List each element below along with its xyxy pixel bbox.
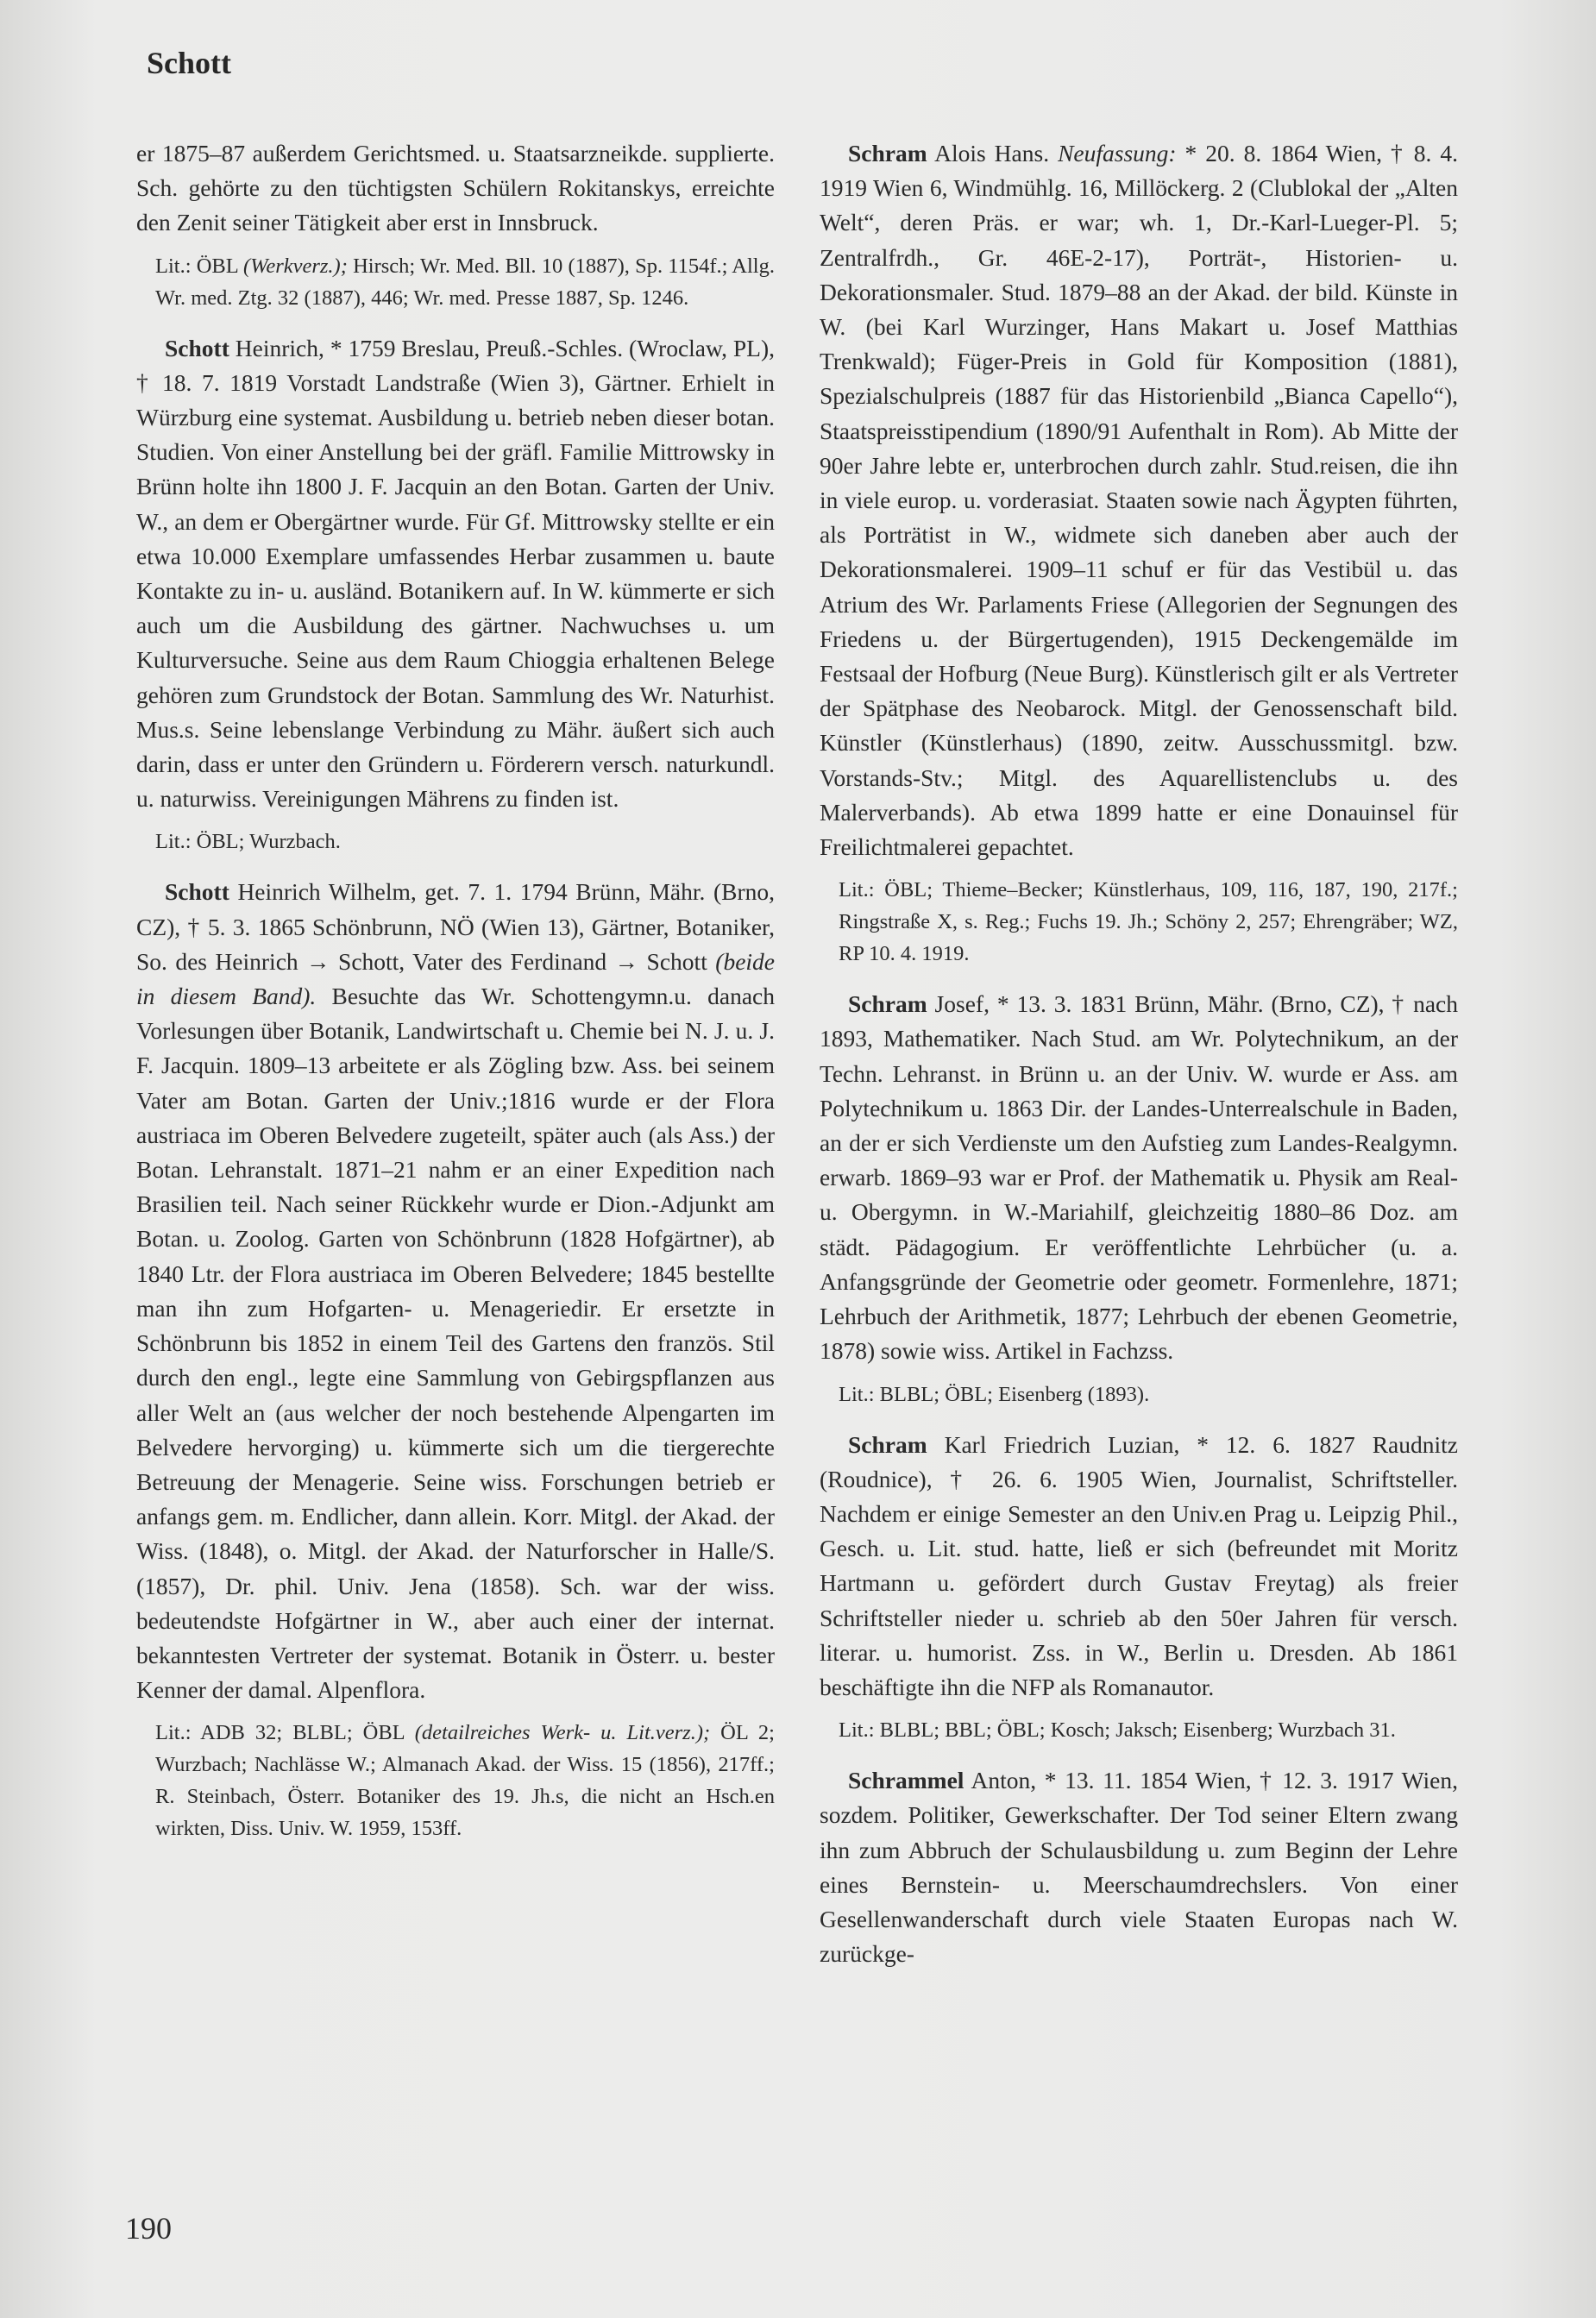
entry-headword: Schott bbox=[165, 878, 229, 906]
right-column bbox=[820, 136, 1458, 1981]
lit-part: Lit.: ADB 32; BLBL; ÖBL bbox=[155, 1721, 415, 1745]
continued-entry-literature bbox=[136, 250, 775, 314]
entry-text: Karl Friedrich Luzian, * 12. 6. 1827 Raudnitz (Roudnice), † 26. 6. 1905 Wien, Journalist, Schriftsteller. Nachdem er einige Semester an den Univ.en Prag u. Leipzig Phil., Gesch. u. Lit. stud. hatte, ließ er sich (befreundet mit Moritz Hartmann u. gefördert durch Gustav Freytag) als freier Schriftsteller nieder u. schrieb ab den 50er Jahren für versch. literar. u. humorist. Zss. in W., Berlin u. Dresden. Ab 1861 beschäftigte ihn die NFP als Romanautor. bbox=[820, 1430, 1458, 1700]
entry-schram-karl-friedrich-luzian bbox=[820, 1428, 1458, 1706]
entry-text: * 20. 8. 1864 Wien, † 8. 4. 1919 Wien 6, Windmühlg. 16, Millöckerg. 2 (Clublokal der „Alten Welt“, deren Präs. er war; wh. 1, Dr.-Karl-Lueger-Pl. 5; Zentralfrdh., Gr. 46E-2-17), Porträt-, Historien- u. Dekorationsmaler. Stud. 1879–88 an der Akad. der bild. Künste in W. (bei Karl Wurzinger, Hans Makart u. Josef Matthias Trenkwald); Füger-Preis in Gold für Komposition (1881), Spezialschulpreis (1887 für das Historienbild „Bianca Capello“), Staatspreisstipendium (1890/91 Aufenthalt in Rom). Ab Mitte der 90er Jahre lebte er, unterbrochen durch zahlr. Stud.reisen, die ihn in viele europ. u. vorderasiat. Staaten sowie nach Ägypten führten, als Porträtist in W., widmete sich daneben aber auch der Dekorationsmalerei. 1909–11 schuf er für das Vestibül u. das Atrium des Wr. Parlaments Friese (Allegorien der Segnungen des Friedens u. der Bürgertugenden), 1915 Deckengemälde im Festsaal der Hofburg (Neue Burg). Künstlerisch gilt er als Vertreter der Spätphase des Neobarock. Mitgl. der Genossenschaft bild. Künstler (Künstlerhaus) (1890, zeitw. Ausschussmitgl. bzw. Vorstands-Stv.; Mitgl. des Aquarellistenclubs u. des Malerverbands). Ab etwa 1899 hatte er eine Donauinsel für Freilichtmalerei gepachtet. bbox=[820, 140, 1458, 861]
entry-schram-josef bbox=[820, 987, 1458, 1368]
entry-italic: (beide in diesem Band). bbox=[136, 947, 775, 1010]
entry-text: Besuchte das Wr. Schottengymn.u. danach Vorlesungen über Botanik, Landwirtschaft u. Chemie bei N. J. u. J. F. Jacquin. 1809–13 arbeitete er als Zögling bzw. Ass. bei seinem Vater am Botan. Garten der Univ.;1816 wurde er der Flora austriaca im Oberen Belvedere zugeteilt, später auch (als Ass.) der Botan. Lehranstalt. 1871–21 nahm er an einer Expedition nach Brasilien teil. Nach seiner Rückkehr wurde er Dion.-Adjunkt am Botan. u. Zoolog. Garten von Schönbrunn (1828 Hofgärtner), ab 1840 Ltr. der Flora austriaca im Oberen Belvedere; 1845 bestellte man ihn zum Hofgarten- u. Menageriedir. Er ersetzte in Schönbrunn bis 1852 in einem Teil des Gartens den französ. Stil durch den engl., legte eine Sammlung von Gebirgspflanzen aus aller Welt an (aus welcher der noch bestehende Alpengarten im Belvedere hervorging) u. kümmerte sich um die tiergerechte Betreuung der Menagerie. Seine wiss. Forschungen betrieb er anfangs gem. m. Endlicher, dann allein. Korr. Mitgl. der Akad. der Wiss. (1848), o. Mitgl. der Akad. der Naturforscher in Halle/S. (1857), Dr. phil. Univ. Jena (1858). Sch. war der wiss. bedeutendste Hofgärtner in W., aber auch einer der internat. bekanntesten Vertreter der systemat. Botanik in Österr. u. bester Kenner der damal. Alpenflora. bbox=[136, 983, 776, 1704]
lit-part: Hirsch; Wr. Med. Bll. 10 (1887), Sp. 1154f.; Allg. Wr. med. Ztg. 32 (1887), 446; Wr. med. Presse 1887, Sp. 1246. bbox=[155, 254, 775, 310]
entry-literature: Lit.: BLBL; ÖBL; Eisenberg (1893). bbox=[839, 1382, 1150, 1406]
entry-italic: Neufassung: bbox=[1058, 140, 1177, 166]
lit-part: ÖL 2; Wurzbach; Nachlässe W.; Almanach Akad. der Wiss. 15 (1856), 217ff.; R. Steinbach, Österr. Botaniker des 19. Jh.s, die nicht an Hsch.en wirkten, Diss. Univ. W. 1959, 153ff. bbox=[155, 1721, 775, 1841]
entry-text: Anton, * 13. 11. 1854 Wien, † 12. 3. 1917 Wien, sozdem. Politiker, Gewerkschafter. Der Tod seiner Eltern zwang ihn zum Abbruch der Schulausbildung u. zum Beginn der Lehre eines Bernstein- u. Meerschaumdrechslers. Von einer Gesellenwanderschaft durch viele Staaten Europas nach W. zurückge- bbox=[820, 1767, 1458, 1968]
entry-headword: Schram bbox=[848, 1430, 927, 1458]
entry-headword: Schram bbox=[848, 990, 927, 1018]
entry-schrammel-anton bbox=[820, 1763, 1458, 1971]
lit-part: Lit.: ÖBL bbox=[155, 254, 243, 278]
entry-literature: Lit.: ÖBL; Thieme–Becker; Künstlerhaus, 109, 116, 187, 190, 217f.; Ringstraße X, s. Reg.; Fuchs 19. Jh.; Schöny 2, 257; Ehrengräber; WZ, RP 10. 4. 1919. bbox=[839, 878, 1458, 966]
entry-text: Heinrich, * 1759 Breslau, Preuß.-Schles. (Wroclaw, PL), † 18. 7. 1819 Vorstadt Landstraße (Wien 3), Gärtner. Erhielt in Würzburg eine systemat. Ausbildung u. betrieb neben dieser botan. Studien. Von einer Anstellung bei der gräfl. Familie Mittrowsky in Brünn holte ihn 1800 J. F. Jacquin an den Botan. Garten der Univ. W., an dem er Obergärtner wurde. Für Gf. Mittrowsky stellte er ein etwa 10.000 Exemplare umfassendes Herbar zusammen u. baute Kontakte zu in- u. ausländ. Botanikern auf. In W. kümmerte er sich auch um die Ausbildung des gärtner. Nachwuchses u. um Kulturversuche. Seine aus dem Raum Chioggia erhaltenen Belege gehören zum Grundstock der Botan. Sammlung des Wr. Naturhist. Mus.s. Seine lebenslange Verbindung zu Mähr. äußert sich auch darin, dass er unter den Gründern u. Förderern versch. naturkundl. u. naturwiss. Vereinigungen Mährens zu finden ist. bbox=[136, 334, 775, 813]
entry-text: Josef, * 13. 3. 1831 Brünn, Mähr. (Brno, CZ), † nach 1893, Mathematiker. Nach Stud. am Wr. Polytechnikum, an der Techn. Lehranst. in Brünn u. an der Univ. W. wurde er Ass. am Polytechnikum u. 1863 Dir. der Landes-Unterrealschule in Baden, an der er sich Verdienste um den Aufstieg zum Landes-Realgymn. erwarb. 1869–93 war er Prof. der Mathematik u. Physik am Real- u. Obergymn. in W.-Mariahilf, gleichzeitig 1880–86 Doz. am städt. Pädagogium. Er veröffentlichte Lehrbücher (u. a. Anfangsgründe der Geometrie oder geometr. Formenlehre, 1871; Lehrbuch der Arithmetik, 1877; Lehrbuch der ebenen Geometrie, 1878) sowie wiss. Artikel in Fachzss. bbox=[820, 990, 1458, 1365]
entry-schott-heinrich bbox=[136, 331, 775, 817]
entry-text: Heinrich Wilhelm, get. 7. 1. 1794 Brünn, Mähr. (Brno, CZ), † 5. 3. 1865 Schönbrunn, NÖ (Wien 13), Gärtner, Botaniker, So. des Heinrich → Schott, Vater des Ferdinand → Schott bbox=[136, 878, 775, 975]
entry-headword: Schrammel bbox=[848, 1767, 965, 1794]
entry-headword: Schram bbox=[848, 140, 927, 166]
continued-text: er 1875–87 außerdem Gerichtsmed. u. Staatsarzneikde. supplierte. Sch. gehörte zu den tüchtigsten Schülern Rokitanskys, erreichte den Zenit seiner Tätigkeit aber erst in Innsbruck. bbox=[136, 140, 775, 236]
entry-literature bbox=[136, 1717, 775, 1844]
continued-entry-text bbox=[136, 136, 775, 241]
left-column bbox=[136, 136, 775, 1862]
lit-italic: (detailreiches Werk- u. Lit.verz.); bbox=[414, 1721, 711, 1745]
lit-italic: (Werkverz.); bbox=[243, 254, 348, 278]
entry-schram-alois-hans bbox=[820, 136, 1458, 864]
entry-literature: Lit.: ÖBL; Wurzbach. bbox=[155, 830, 341, 854]
entry-headword: Schott bbox=[165, 334, 229, 361]
running-head: Schott bbox=[147, 46, 231, 80]
page-number: 190 bbox=[125, 2211, 172, 2246]
entry-schott-heinrich-wilhelm bbox=[136, 875, 775, 1707]
entry-literature: Lit.: BLBL; BBL; ÖBL; Kosch; Jaksch; Eisenberg; Wurzbach 31. bbox=[839, 1718, 1396, 1743]
entry-text: Alois Hans. bbox=[927, 140, 1059, 166]
